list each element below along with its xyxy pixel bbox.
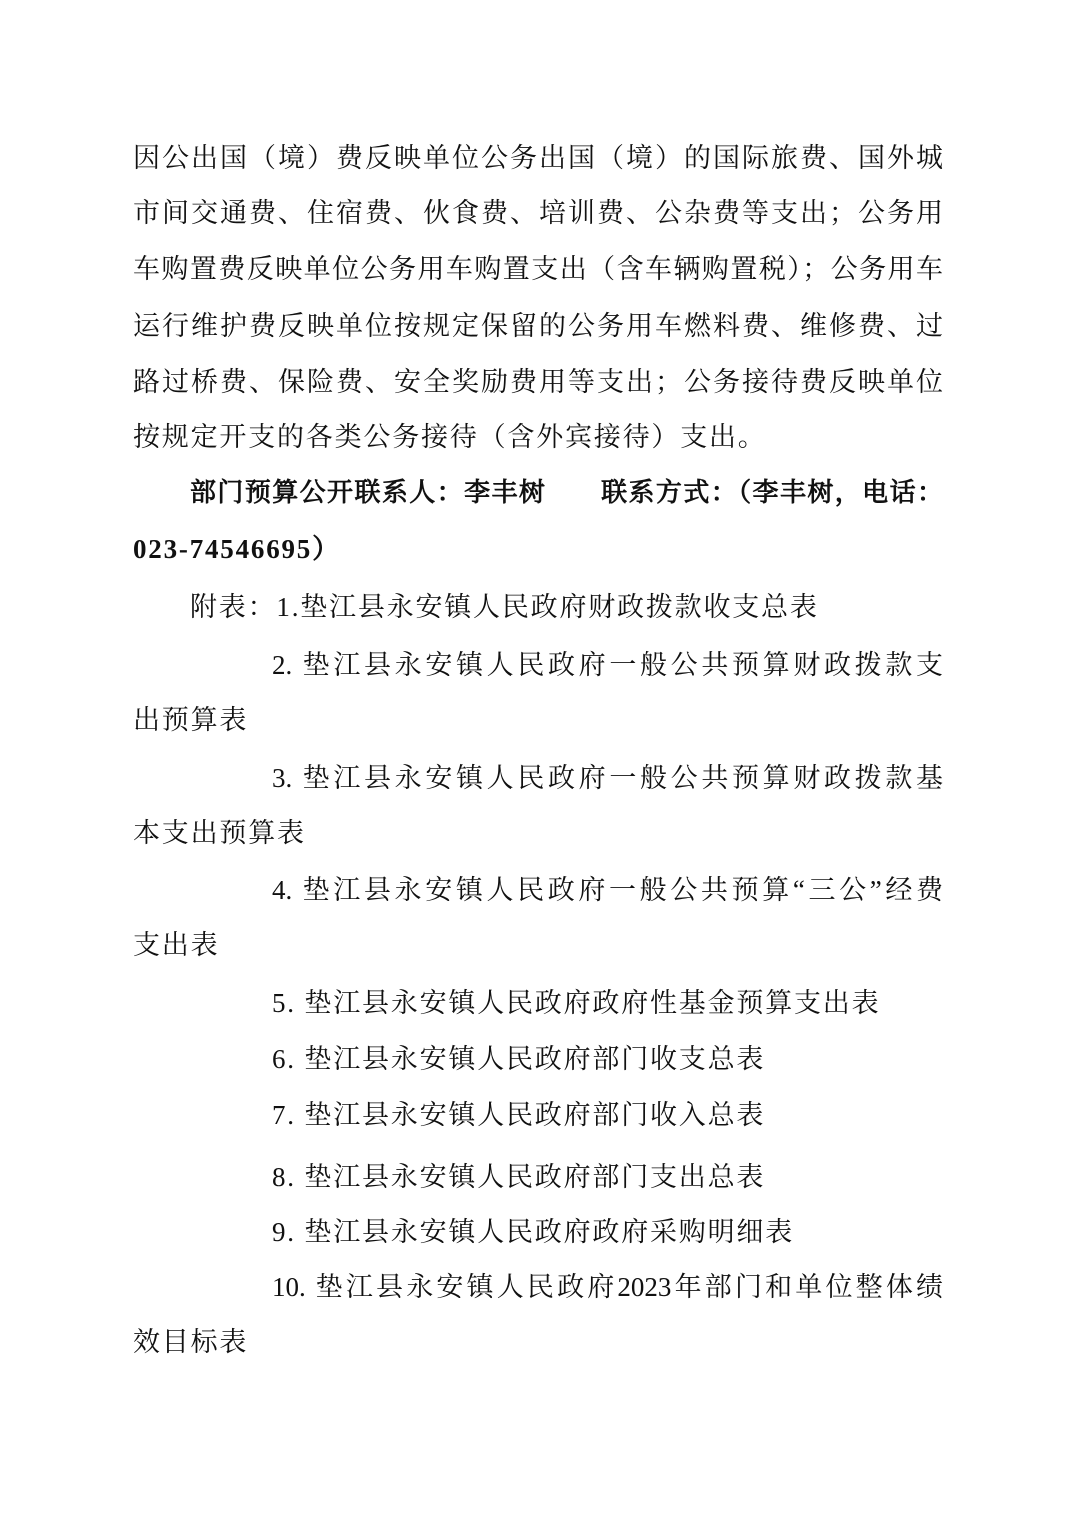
paragraph-line: 车购置费反映单位公务用车购置支出（含车辆购置税）；公务用车 (133, 254, 943, 284)
appendix-item-line: 9. 垫江县永安镇人民政府政府采购明细表 (272, 1217, 794, 1247)
contact-phone-line: 023-74546695） (133, 534, 341, 564)
appendix-item-line: 3. 垫江县永安镇人民政府一般公共预算财政拨款基 (272, 763, 943, 793)
appendix-item-line: 效目标表 (133, 1327, 249, 1357)
paragraph-line: 因公出国（境）费反映单位公务出国（境）的国际旅费、国外城 (133, 143, 943, 173)
appendix-heading: 附表：1.垫江县永安镇人民政府财政拨款收支总表 (190, 592, 819, 622)
appendix-item-line: 8. 垫江县永安镇人民政府部门支出总表 (272, 1162, 766, 1192)
appendix-item-line: 支出表 (133, 930, 220, 960)
appendix-item-line: 2. 垫江县永安镇人民政府一般公共预算财政拨款支 (272, 650, 943, 680)
appendix-item-line: 5. 垫江县永安镇人民政府政府性基金预算支出表 (272, 988, 881, 1018)
appendix-item-line: 7. 垫江县永安镇人民政府部门收入总表 (272, 1100, 766, 1130)
appendix-item-line: 10. 垫江县永安镇人民政府2023年部门和单位整体绩 (272, 1272, 943, 1302)
contact-line: 部门预算公开联系人：李丰树 联系方式：（李丰树，电话： (190, 478, 943, 507)
appendix-item-line: 4. 垫江县永安镇人民政府一般公共预算“三公”经费 (272, 875, 943, 905)
appendix-item-line: 出预算表 (133, 705, 249, 735)
paragraph-line: 按规定开支的各类公务接待（含外宾接待）支出。 (133, 422, 767, 452)
paragraph-line: 路过桥费、保险费、安全奖励费用等支出；公务接待费反映单位 (133, 367, 943, 397)
paragraph-line: 运行维护费反映单位按规定保留的公务用车燃料费、维修费、过 (133, 311, 943, 341)
paragraph-line: 市间交通费、住宿费、伙食费、培训费、公杂费等支出；公务用 (133, 198, 943, 228)
appendix-item-line: 6. 垫江县永安镇人民政府部门收支总表 (272, 1044, 766, 1074)
appendix-item-line: 本支出预算表 (133, 818, 306, 848)
